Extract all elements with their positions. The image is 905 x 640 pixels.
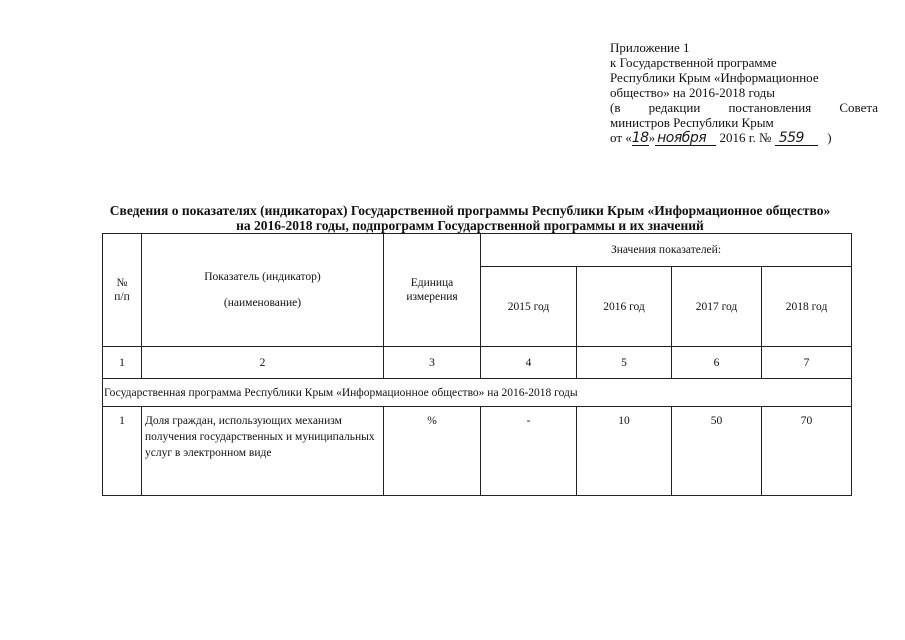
column-number: 3 xyxy=(384,347,481,379)
header-values-group: Значения показателей: xyxy=(481,234,852,267)
handwritten-number: 559 xyxy=(775,132,818,146)
header-unit xyxy=(384,234,481,347)
handwritten-month: ноября xyxy=(655,132,716,146)
column-number: 5 xyxy=(577,347,672,379)
row-value-2018: 70 xyxy=(762,407,852,496)
column-number: 7 xyxy=(762,347,852,379)
appendix-date-line xyxy=(610,130,878,146)
appendix-line-4: общество» на 2016-2018 годы xyxy=(610,85,776,100)
header-year-2016: 2016 год xyxy=(577,267,672,347)
appendix-line-3: Республики Крым «Информационное xyxy=(610,70,819,85)
header-unit-text: Единица измерения xyxy=(406,277,458,303)
appendix-word: редакции xyxy=(648,100,701,115)
section-title: Государственная программа Республики Крым «Информационное общество» на 2016-2018 годы xyxy=(103,379,852,407)
date-quote-close: » xyxy=(648,130,656,145)
header-indicator xyxy=(142,234,384,347)
column-number: 1 xyxy=(103,347,142,379)
appendix-word: Совета xyxy=(839,100,878,115)
row-unit: % xyxy=(384,407,481,496)
header-year-2017: 2017 год xyxy=(672,267,762,347)
appendix-line-2: к Государственной программе xyxy=(610,55,777,70)
date-prefix: от « xyxy=(610,130,632,145)
header-indicator-line-1: Показатель (индикатор) xyxy=(204,271,321,283)
column-number: 6 xyxy=(672,347,762,379)
header-year-2015: 2015 год xyxy=(481,267,577,347)
handwritten-day: 18 xyxy=(631,130,649,146)
header-indicator-line-2: (наименование) xyxy=(223,297,302,309)
appendix-word: постановления xyxy=(728,100,812,115)
row-indicator-name: Доля граждан, использующих механизм получения государственных и муниципальных услуг в электронном виде xyxy=(142,407,384,496)
row-value-2016: 10 xyxy=(577,407,672,496)
row-value-2017: 50 xyxy=(672,407,762,496)
section-row xyxy=(103,379,852,407)
appendix-line-1: Приложение 1 xyxy=(610,40,690,55)
header-num-text: № п/п xyxy=(114,277,130,303)
column-number: 4 xyxy=(481,347,577,379)
indicators-table xyxy=(102,233,852,496)
header-year-2018: 2018 год xyxy=(762,267,852,347)
title-line-2: на 2016-2018 годы, подпрограмм Государственной программы и их значений xyxy=(236,218,704,233)
date-year: 2016 г. № xyxy=(719,130,772,145)
date-suffix: ) xyxy=(827,130,832,145)
header-num xyxy=(103,234,142,347)
column-number: 2 xyxy=(142,347,384,379)
appendix-line-5 xyxy=(610,100,878,115)
row-value-2015: - xyxy=(481,407,577,496)
document-title xyxy=(70,203,870,233)
appendix-header xyxy=(610,40,878,146)
title-line-1: Сведения о показателях (индикаторах) Государственной программы Республики Крым «Информационное общество» xyxy=(109,203,831,218)
appendix-word: (в xyxy=(610,100,621,115)
row-num: 1 xyxy=(103,407,142,496)
table-row xyxy=(103,407,852,496)
appendix-line-6: министров Республики Крым xyxy=(610,115,774,130)
column-numbers-row xyxy=(103,347,852,379)
